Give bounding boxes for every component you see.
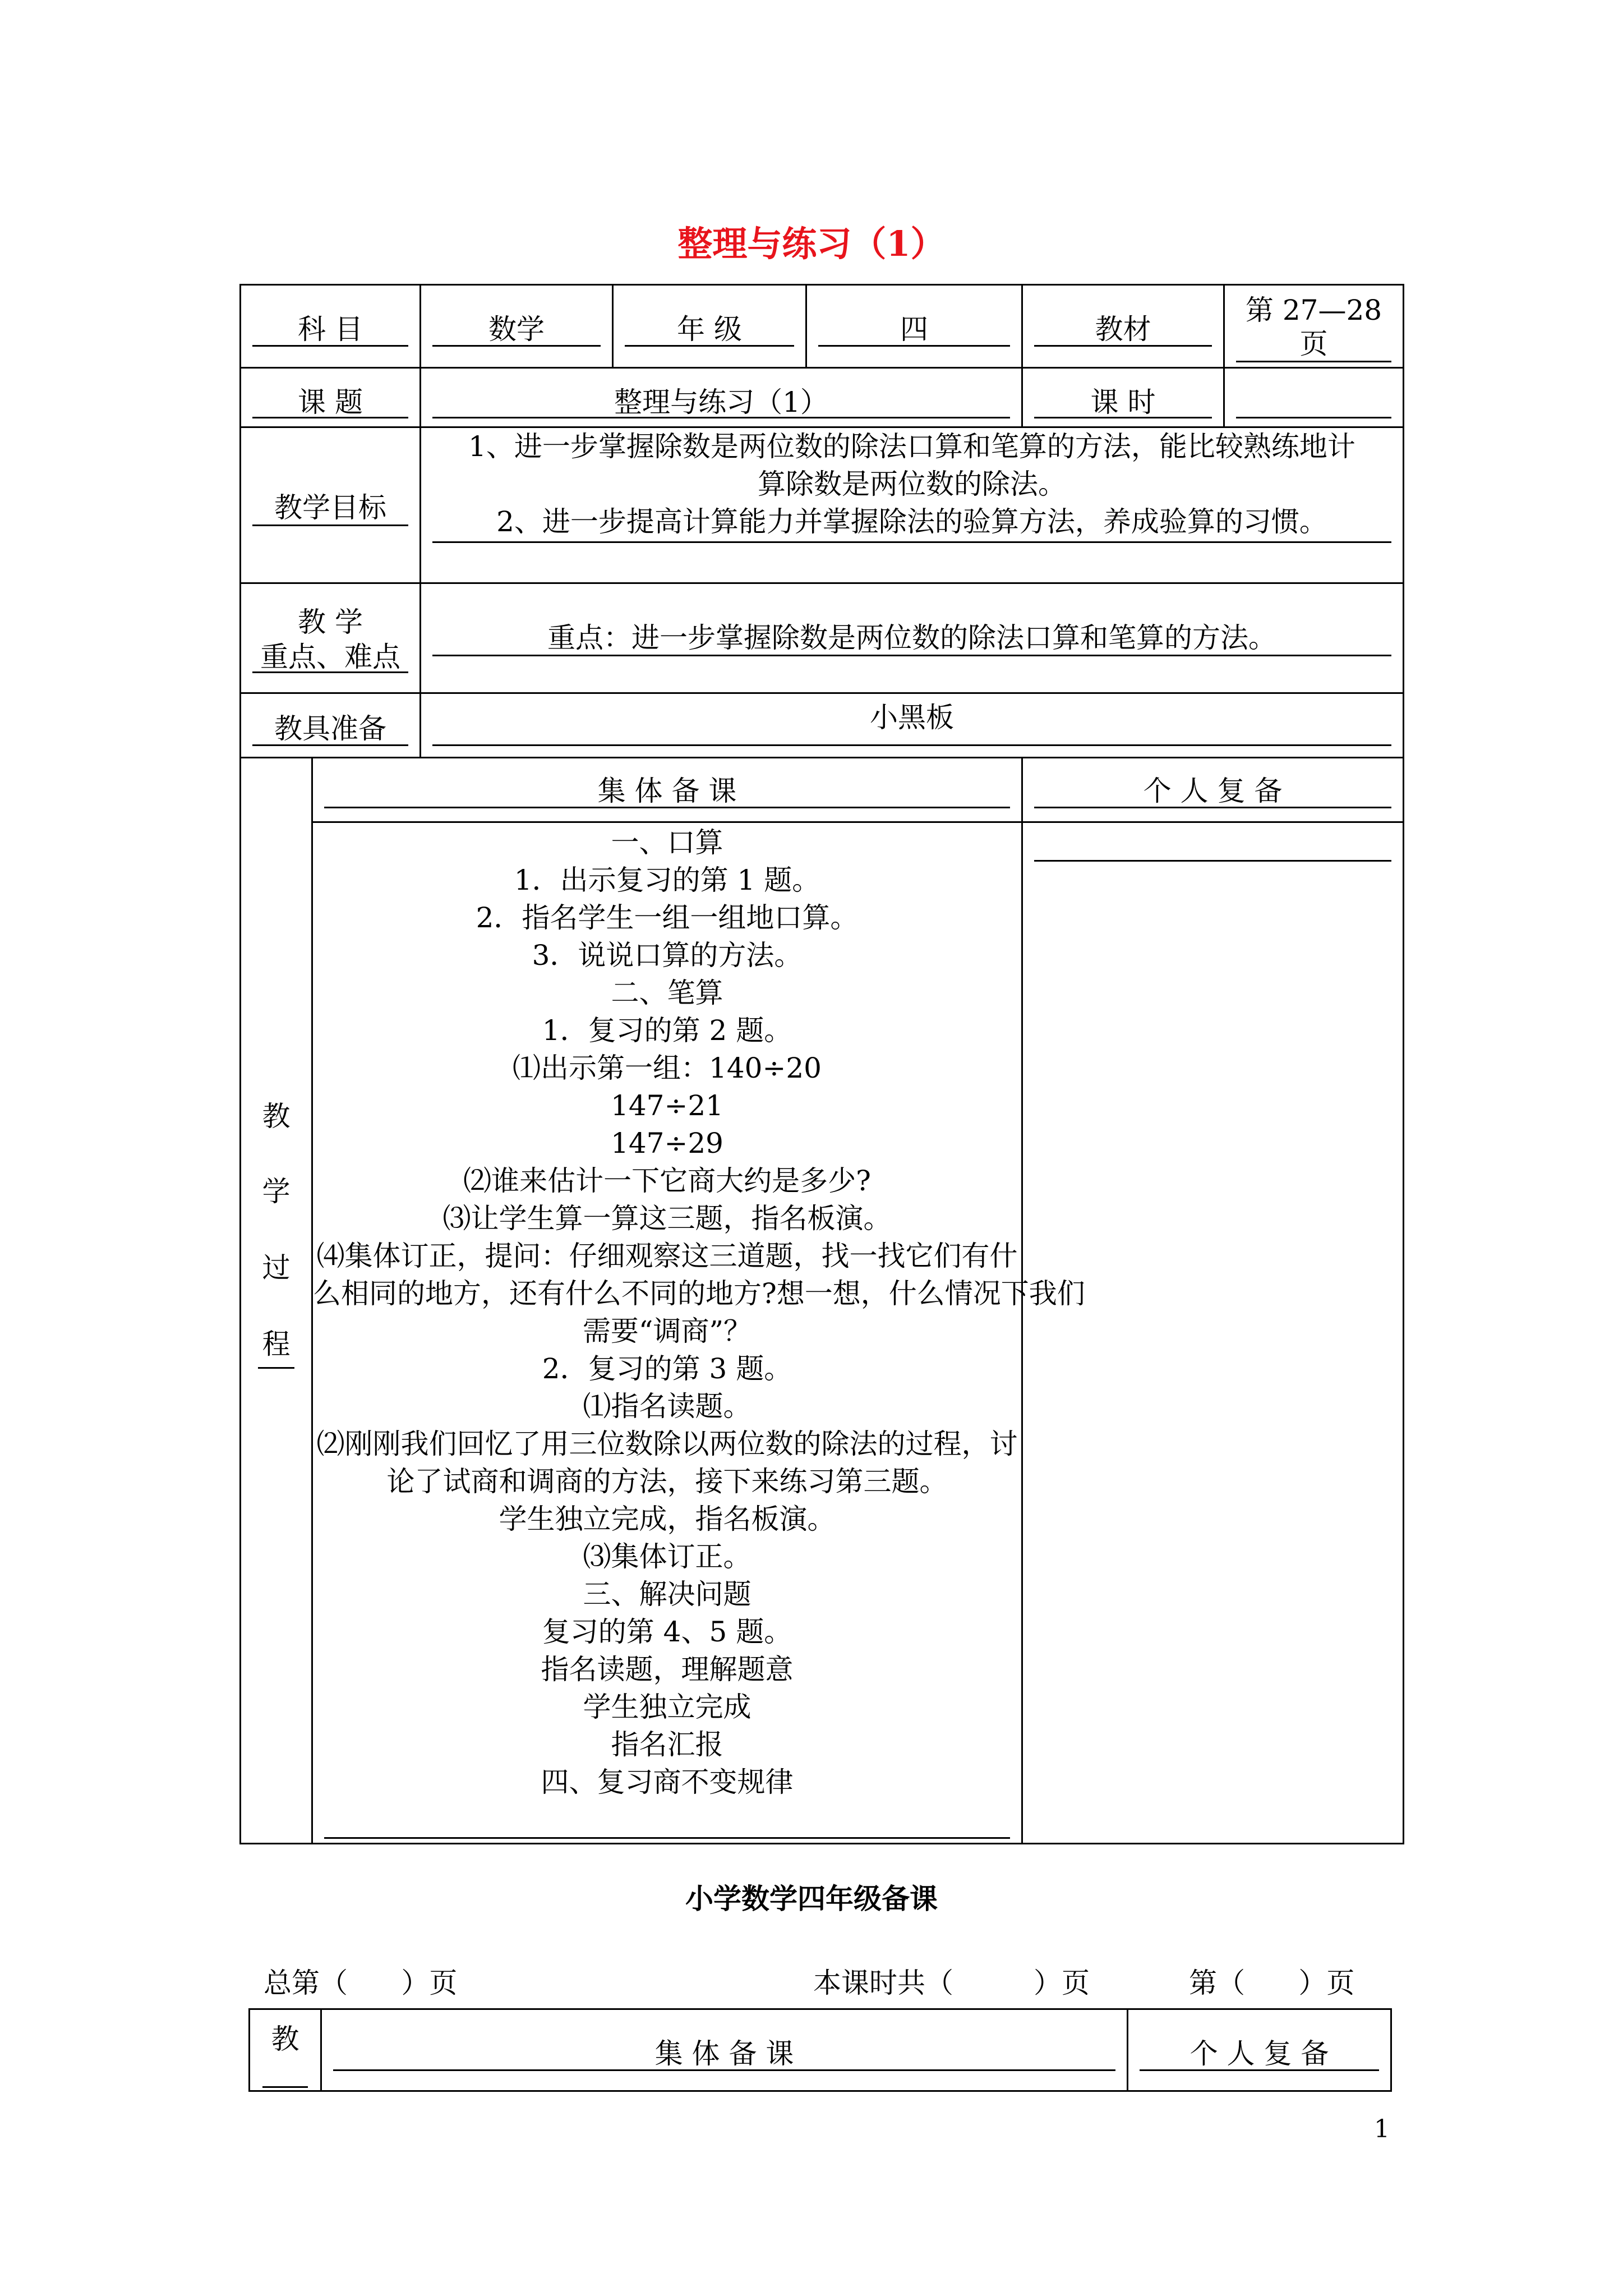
step-line: ⑴指名读题。 (583, 1390, 751, 1423)
pages-cell (1224, 285, 1404, 368)
process-side-char-4: 程 (262, 1328, 291, 1360)
topic-label-cell (241, 368, 421, 427)
key-points-content-cell (421, 583, 1404, 693)
goals-label: 教学目标 (274, 491, 386, 524)
continuation-side-cell (250, 2009, 321, 2091)
subject-label-cell (241, 285, 421, 368)
continuation-group-cell (321, 2009, 1128, 2091)
goals-label-cell (241, 427, 421, 583)
group-prep-header: 集 体 备 课 (597, 775, 737, 807)
step-line: ⑵谁来估计一下它商大约是多少? (463, 1165, 871, 1198)
step-line: 么相同的地方，还有什么不同的地方?想一想，什么情况下我们 (313, 1277, 1085, 1310)
goal-2: 2、进一步提高计算能力并掌握除法的验算方法，养成验算的习惯。 (496, 505, 1327, 538)
step-line: ⑴出示第一组：140÷20 (513, 1052, 822, 1085)
step-line: 学生独立完成 (583, 1691, 751, 1724)
pages-range: 第 27—28 (1245, 294, 1382, 326)
tools-label: 教具准备 (274, 712, 386, 745)
step-line: 四、复习商不变规律 (541, 1766, 794, 1799)
step-line: 指名汇报 (611, 1728, 723, 1761)
subject-value-cell (421, 285, 613, 368)
step-line: ⑷集体订正，提问：仔细观察这三道题，找一找它们有什 (316, 1240, 1018, 1273)
page-of-text: 第（ ）页 (1189, 1967, 1355, 1999)
step-line: 指名读题，理解题意 (541, 1653, 794, 1686)
step-line: 需要“调商”？ (582, 1315, 752, 1348)
group-prep-content-cell (312, 822, 1085, 1844)
step-line: 三、解决问题 (583, 1578, 751, 1611)
step-line: 学生独立完成，指名板演。 (499, 1503, 836, 1536)
key-points-label-line1: 教 学 (298, 606, 363, 638)
process-side-char-1: 教 (262, 1100, 291, 1133)
step-line: 论了试商和调商的方法，接下来练习第三题。 (386, 1465, 948, 1498)
step-line: 一、口算 (611, 826, 723, 859)
tools-content-cell (421, 693, 1404, 758)
lesson-plan-table (239, 284, 1404, 1844)
continuation-table (248, 2008, 1392, 2092)
continuation-group-header: 集 体 备 课 (654, 2037, 794, 2070)
period-label: 课 时 (1090, 386, 1156, 418)
goals-content-cell (421, 427, 1404, 583)
step-line: 2．指名学生一组一组地口算。 (476, 901, 859, 935)
subject-value: 数学 (488, 313, 545, 346)
group-prep-header-cell (312, 758, 1022, 822)
continuation-personal-cell (1128, 2009, 1391, 2091)
tools-text: 小黑板 (870, 701, 954, 734)
document-title: 整理与练习（1） (677, 223, 946, 264)
period-label-cell (1022, 368, 1224, 427)
continuation-personal-header: 个 人 复 备 (1189, 2037, 1329, 2070)
goal-1-line-b: 算除数是两位数的除法。 (758, 468, 1066, 500)
step-line: 复习的第 4、5 题。 (542, 1616, 792, 1649)
topic-label: 课 题 (298, 386, 363, 418)
step-line: 3．说说口算的方法。 (532, 939, 803, 972)
step-line: 1．出示复习的第 1 题。 (514, 864, 820, 897)
key-points-text: 重点：进一步掌握除数是两位数的除法口算和笔算的方法。 (547, 622, 1276, 654)
footer-subtitle: 小学数学四年级备课 (685, 1882, 938, 1915)
personal-prep-header: 个 人 复 备 (1143, 775, 1283, 807)
process-side-cell (241, 758, 312, 1844)
textbook-label-cell (1022, 285, 1224, 368)
step-line: ⑶让学生算一算这三题，指名板演。 (442, 1202, 892, 1235)
grade-value: 四 (900, 313, 928, 346)
continuation-side-char: 教 (271, 2023, 299, 2055)
process-side-char-3: 过 (262, 1251, 291, 1284)
step-line: ⑶集体订正。 (583, 1540, 751, 1573)
period-value-cell (1224, 368, 1404, 427)
process-side-char-2: 学 (262, 1175, 291, 1208)
step-line: 147÷29 (611, 1127, 723, 1160)
step-line: 2．复习的第 3 题。 (542, 1352, 792, 1386)
grade-label-cell (613, 285, 806, 368)
key-points-label-line2: 重点、难点 (260, 641, 400, 673)
step-line: 二、笔算 (611, 977, 723, 1010)
grade-value-cell (806, 285, 1022, 368)
textbook-label: 教材 (1095, 313, 1151, 346)
subject-label: 科 目 (298, 313, 363, 346)
total-pages-text: 总第（ ）页 (264, 1967, 458, 1999)
step-line: ⑵刚刚我们回忆了用三位数除以两位数的除法的过程，讨 (316, 1428, 1018, 1461)
lesson-pages-text: 本课时共（ ）页 (813, 1967, 1090, 1999)
personal-prep-content-cell (1022, 822, 1404, 1844)
personal-prep-header-cell (1022, 758, 1404, 822)
topic-value: 整理与练习（1） (614, 386, 828, 418)
tools-label-cell (241, 693, 421, 758)
key-points-label-cell (241, 583, 421, 693)
step-line: 1．复习的第 2 题。 (542, 1014, 792, 1047)
step-line: 147÷21 (611, 1089, 723, 1122)
goal-1-line-a: 1、进一步掌握除数是两位数的除法口算和笔算的方法，能比较熟练地计 (468, 430, 1355, 463)
grade-label: 年 级 (677, 313, 742, 346)
page-number: 1 (1374, 2115, 1390, 2143)
lesson-steps (313, 824, 1085, 1801)
topic-value-cell (421, 368, 1022, 427)
pages-unit: 页 (1299, 328, 1328, 360)
